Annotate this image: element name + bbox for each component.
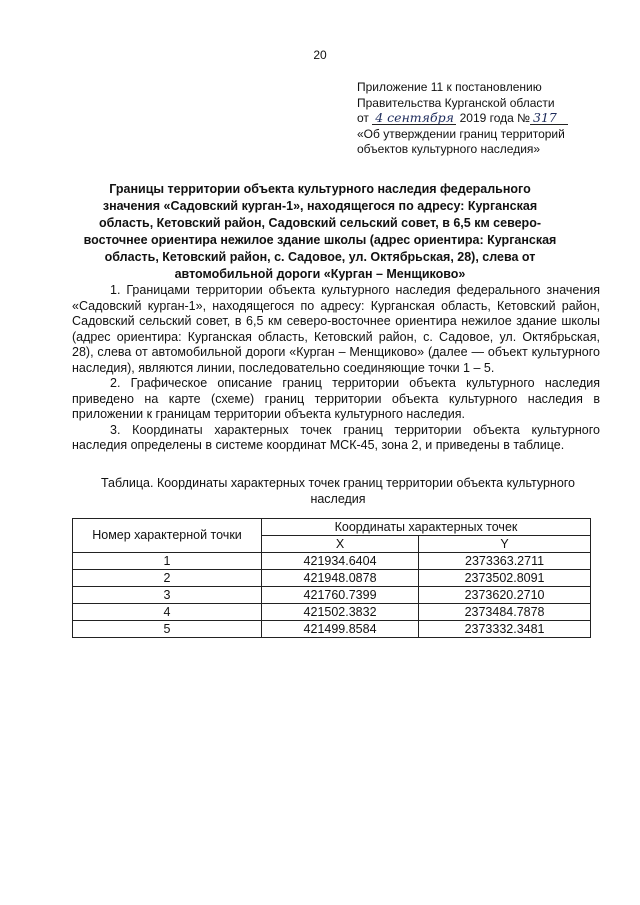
point-number-cell: 3 bbox=[73, 587, 262, 604]
document-title: Границы территории объекта культурного наследия федерального значения «Садовский курган-1», находящегося по адресу: Курганская область, Кетовский район, Садовский сельский совет, в 6,5 км северо-восточнее ориентира нежилое здание школы (адрес ориентира: Курганская область, Кетовский район, с. Садовое, ул. Октябрьская, 28), слева от автомобильной дороги «Курган – Менщиково» bbox=[83, 182, 557, 281]
x-coordinate-cell: 421499.8584 bbox=[262, 621, 419, 638]
header-x: X bbox=[262, 536, 419, 553]
table-row bbox=[73, 604, 591, 621]
from-label: от bbox=[357, 111, 369, 125]
point-number-cell: 4 bbox=[73, 604, 262, 621]
page-number: 20 bbox=[313, 48, 327, 62]
header-y: Y bbox=[419, 536, 591, 553]
table-row bbox=[73, 621, 591, 638]
handwritten-number: 317 bbox=[530, 111, 568, 125]
y-coordinate-cell: 2373502.8091 bbox=[419, 570, 591, 587]
appendix-line-5: объектов культурного наследия» bbox=[357, 142, 541, 156]
x-coordinate-cell: 421948.0878 bbox=[262, 570, 419, 587]
x-coordinate-cell: 421934.6404 bbox=[262, 553, 419, 570]
point-number-cell: 5 bbox=[73, 621, 262, 638]
y-coordinate-cell: 2373620.2710 bbox=[419, 587, 591, 604]
appendix-date-line bbox=[357, 111, 607, 127]
header-point-number: Номер характерной точки bbox=[73, 519, 262, 553]
x-coordinate-cell: 421760.7399 bbox=[262, 587, 419, 604]
table-row bbox=[73, 553, 591, 570]
x-coordinate-cell: 421502.3832 bbox=[262, 604, 419, 621]
appendix-line-4: «Об утверждении границ территорий bbox=[357, 126, 565, 141]
year-text: 2019 года № bbox=[459, 111, 531, 125]
paragraph-2: 2. Графическое описание границ территории объекта культурного наследия приведено на карте (схеме) границ территории объекта культурного наследия в приложении к границам территории объекта культурного наследия. bbox=[72, 376, 600, 421]
appendix-line-1: Приложение 11 к постановлению bbox=[357, 80, 542, 94]
handwritten-date: 4 сентября bbox=[372, 111, 456, 125]
table-header-row bbox=[73, 519, 591, 536]
y-coordinate-cell: 2373332.3481 bbox=[419, 621, 591, 638]
table-row bbox=[73, 587, 591, 604]
appendix-line-2: Правительства Курганской области bbox=[357, 95, 555, 110]
paragraph-1: 1. Границами территории объекта культурного наследия федерального значения «Садовский курган-1», находящегося по адресу: Курганская область, Кетовский район, Садовский сельский совет, в 6,5 км северо-восточнее ориентира нежилое здание школы (адрес ориентира: Курганская область, Кетовский район, с. Садовое, ул. Октябрьская, 28), слева от автомобильной дороги «Курган – Менщиково» (далее — объект культурного наследия), являются линии, последовательно соединяющие точки 1 – 5. bbox=[72, 283, 600, 375]
body-text bbox=[72, 283, 600, 454]
header-coordinates: Координаты характерных точек bbox=[262, 519, 591, 536]
point-number-cell: 1 bbox=[73, 553, 262, 570]
appendix-header bbox=[357, 80, 607, 158]
table-row bbox=[73, 570, 591, 587]
coordinates-table bbox=[72, 518, 591, 638]
table-caption: Таблица. Координаты характерных точек границ территории объекта культурного наследия bbox=[100, 476, 576, 506]
y-coordinate-cell: 2373363.2711 bbox=[419, 553, 591, 570]
paragraph-3: 3. Координаты характерных точек границ территории объекта культурного наследия определены в системе координат МСК-45, зона 2, и приведены в таблице. bbox=[72, 422, 600, 452]
y-coordinate-cell: 2373484.7878 bbox=[419, 604, 591, 621]
point-number-cell: 2 bbox=[73, 570, 262, 587]
